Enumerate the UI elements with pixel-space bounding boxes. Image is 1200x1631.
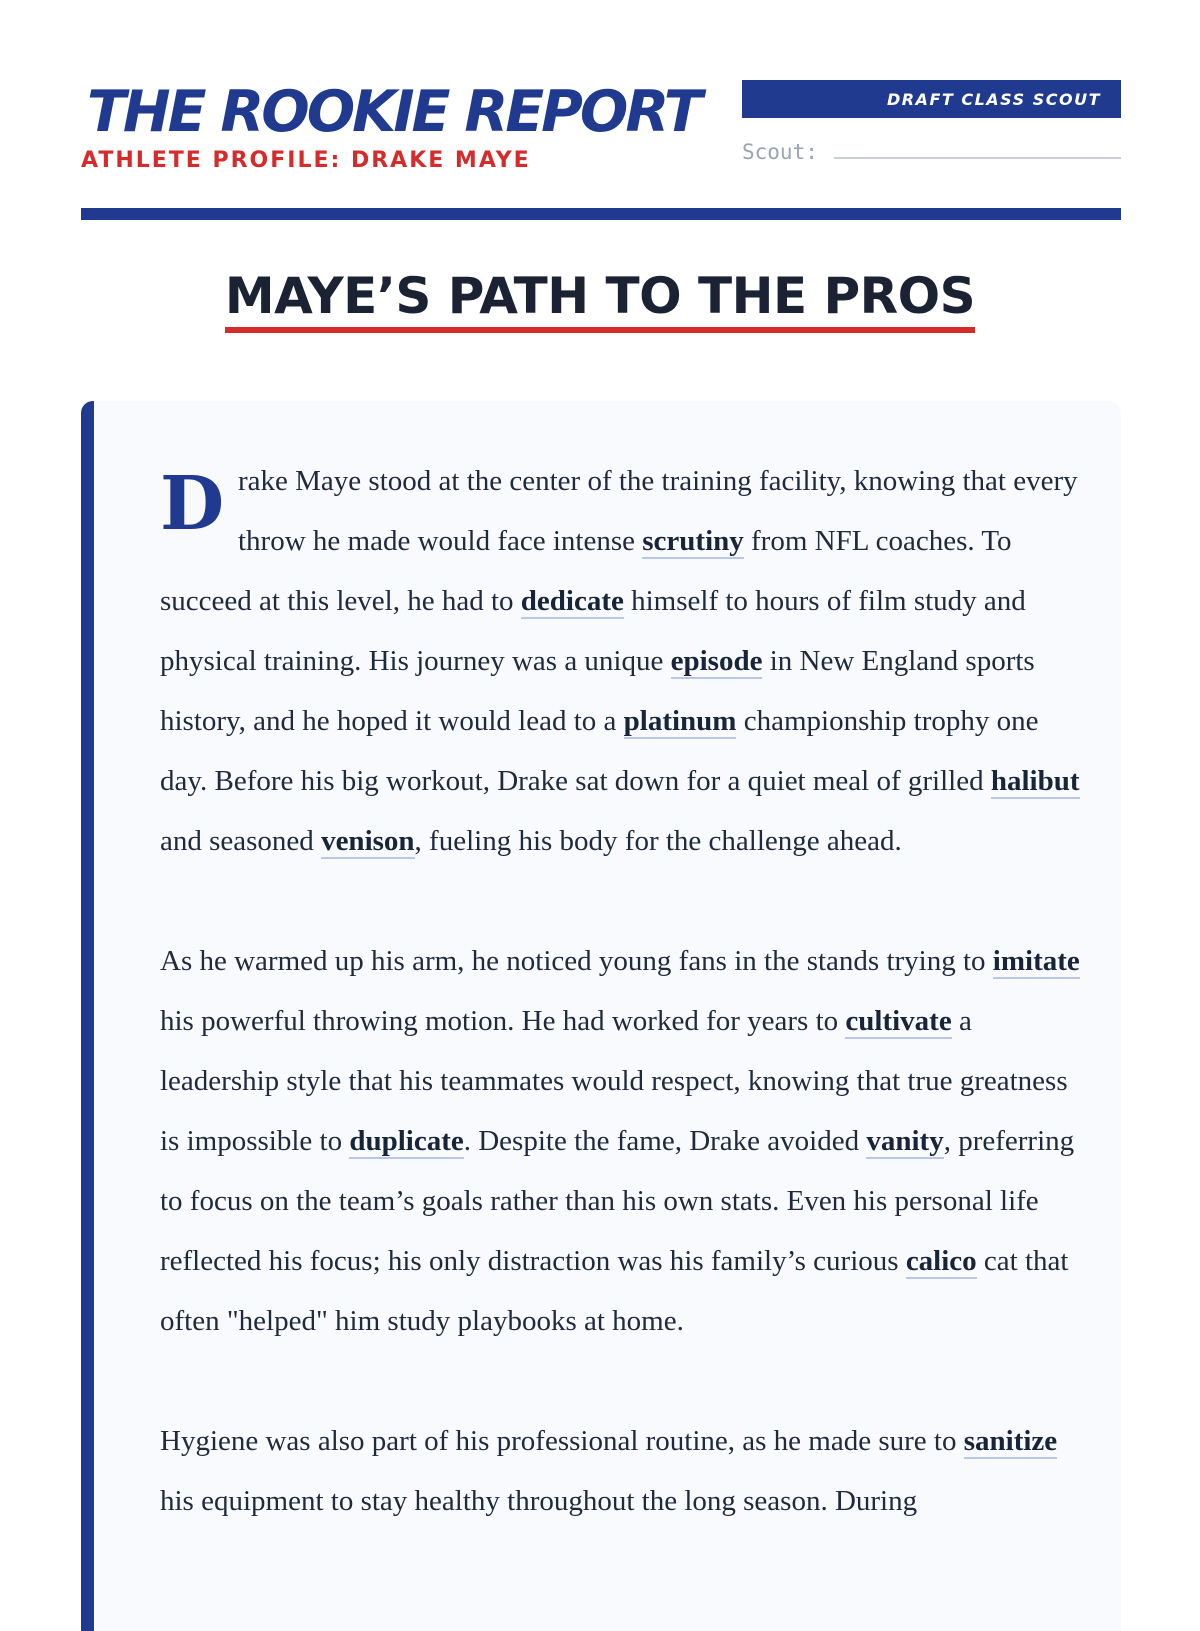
page-title-wrap bbox=[0, 267, 1200, 333]
story-text: championship trophy one day. Before his big workout, Drake sat down for a quiet meal of grilled bbox=[160, 705, 1039, 797]
vocab-word: vanity bbox=[866, 1125, 944, 1157]
report-title: THE ROOKIE REPORT bbox=[87, 79, 700, 145]
story-text: . Despite the fame, Drake avoided bbox=[463, 1125, 867, 1157]
story-paragraph-1 bbox=[160, 451, 1090, 871]
vocab-word: venison bbox=[321, 825, 415, 857]
vocab-word: episode bbox=[670, 645, 763, 677]
vocab-word: platinum bbox=[623, 705, 737, 737]
vocab-word: cultivate bbox=[845, 1005, 952, 1037]
scout-field bbox=[742, 133, 1121, 163]
vocab-word: duplicate bbox=[349, 1125, 464, 1157]
drop-cap: D bbox=[160, 461, 225, 547]
story-text: As he warmed up his arm, he noticed young fans in the stands trying to bbox=[160, 945, 993, 977]
report-header bbox=[81, 80, 1121, 220]
vocab-word: sanitize bbox=[963, 1425, 1058, 1457]
vocab-word: calico bbox=[905, 1245, 977, 1277]
story-text: himself to hours of film study and physical training. His journey was a unique bbox=[160, 585, 1026, 677]
vocab-word: imitate bbox=[992, 945, 1080, 977]
vocab-word: scrutiny bbox=[642, 525, 744, 557]
story-paragraph-3 bbox=[160, 1411, 1090, 1531]
story-text: Hygiene was also part of his professional routine, as he made sure to bbox=[160, 1425, 964, 1457]
scout-blank-line bbox=[834, 156, 1121, 159]
story-text: his powerful throwing motion. He had worked for years to bbox=[160, 1005, 846, 1037]
story-text: in New England sports history, and he hoped it would lead to a bbox=[160, 645, 1035, 737]
story-text: his equipment to stay healthy throughout the long season. During bbox=[160, 1485, 918, 1517]
story-text: rake Maye stood at the center of the training facility, knowing that every throw he made would face intense bbox=[238, 465, 1078, 557]
vocab-word: halibut bbox=[990, 765, 1080, 797]
story-paragraph-2 bbox=[160, 931, 1090, 1351]
story-text: cat that often "helped" him study playbooks at home. bbox=[160, 1245, 1069, 1337]
story-body bbox=[160, 451, 1090, 1591]
athlete-profile-subtitle: ATHLETE PROFILE: DRAKE MAYE bbox=[81, 148, 531, 173]
badge-label: DRAFT CLASS SCOUT bbox=[886, 89, 1101, 109]
story-text: , fueling his body for the challenge ahead. bbox=[414, 825, 902, 857]
vocab-word: dedicate bbox=[520, 585, 624, 617]
scout-label: Scout: bbox=[742, 140, 818, 164]
story-text: and seasoned bbox=[160, 825, 322, 857]
header-divider bbox=[81, 208, 1121, 220]
story-text: a leadership style that his teammates would respect, knowing that true greatness is impossible to bbox=[160, 1005, 1068, 1157]
page-title: MAYE’S PATH TO THE PROS bbox=[225, 270, 975, 333]
draft-class-badge bbox=[742, 80, 1121, 118]
story-card bbox=[81, 401, 1121, 1631]
story-text: , preferring to focus on the team’s goals rather than his own stats. Even his personal life reflected his focus; his only distraction was his family’s curious bbox=[160, 1125, 1075, 1277]
story-text: from NFL coaches. To succeed at this level, he had to bbox=[160, 525, 1012, 617]
